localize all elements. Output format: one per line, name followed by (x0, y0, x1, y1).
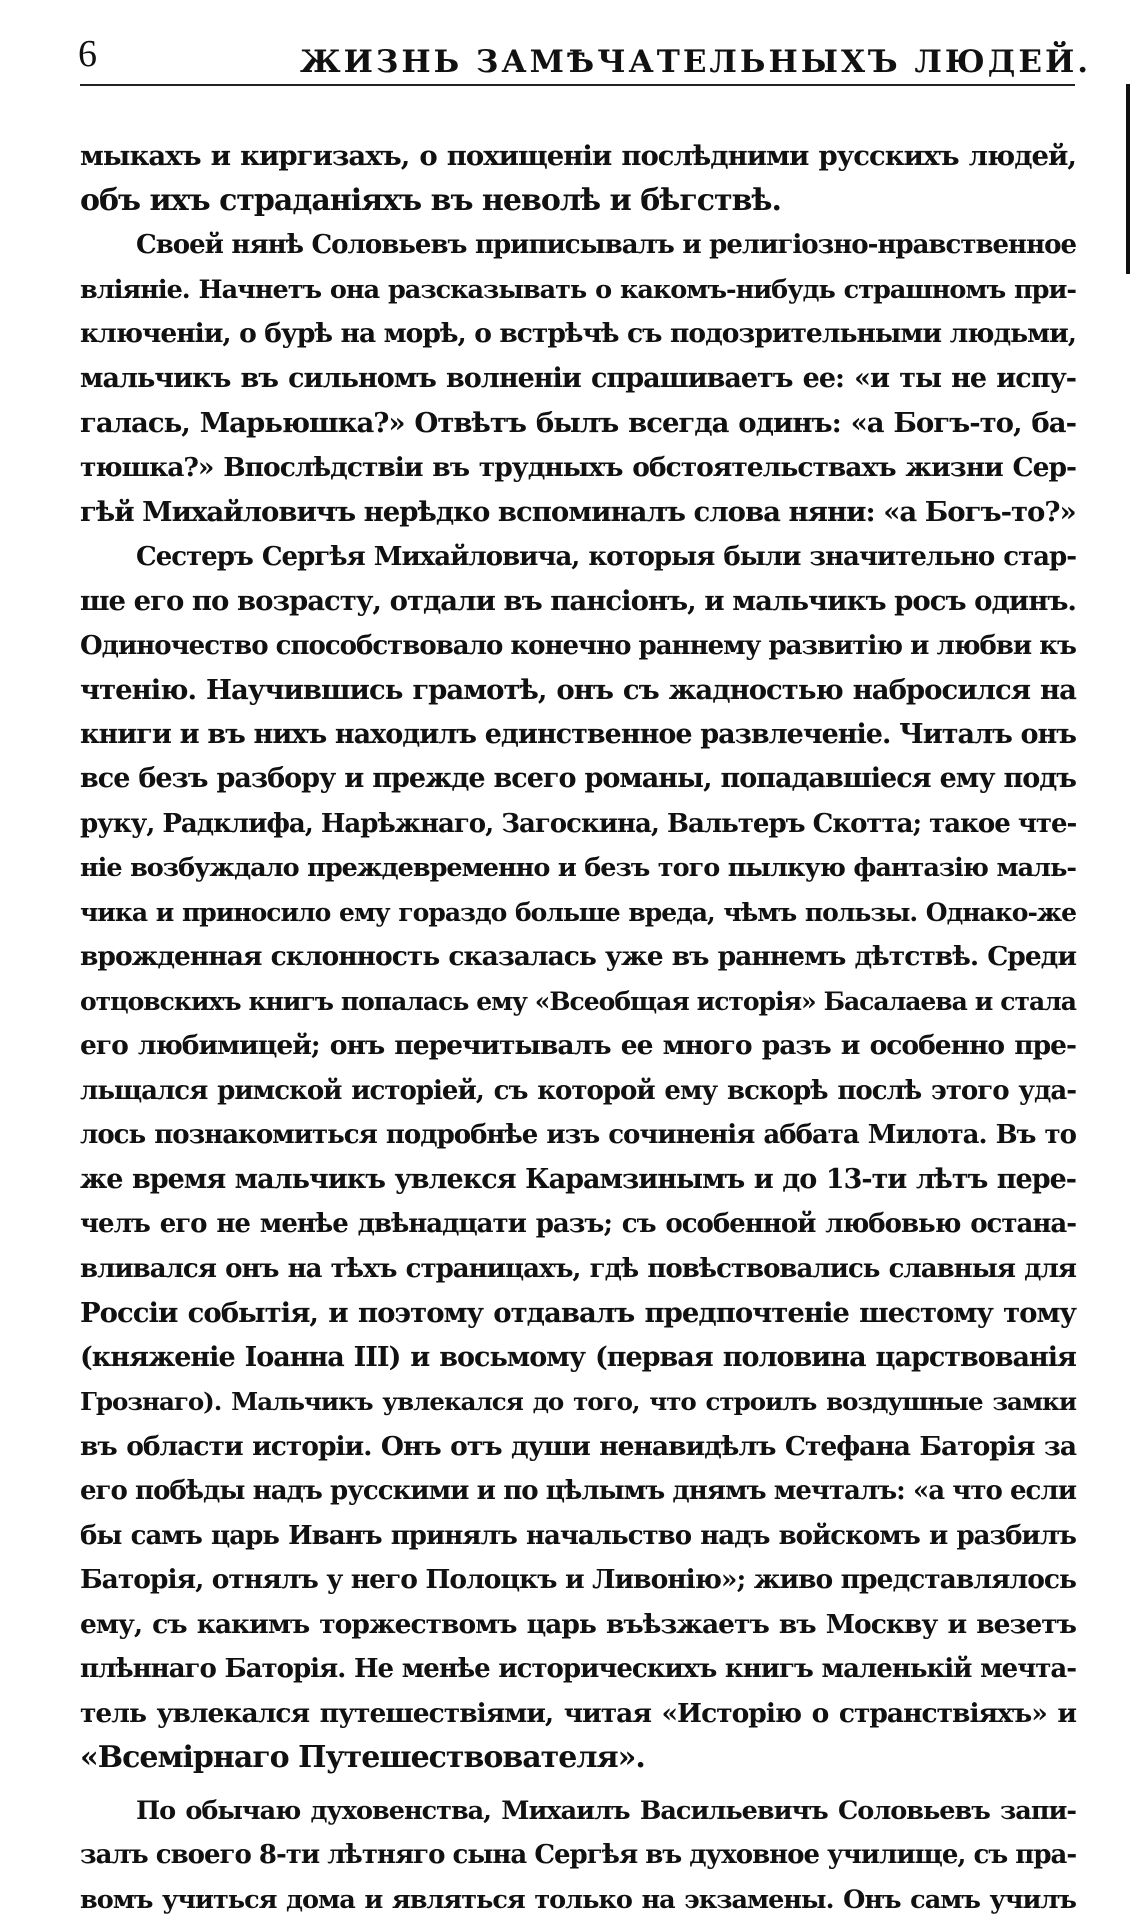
text-line: врожденная склонность сказалась уже въ раннемъ дѣтствѣ. Среди (80, 935, 1076, 980)
text-line: плѣннаго Баторія. Не менѣе историческихъ книгъ маленькій мечта- (80, 1647, 1076, 1692)
margin-bar (1126, 84, 1130, 274)
running-title: ЖИЗНЬ ЗАМѢЧАТЕЛЬНЫХЪ ЛЮДЕЙ. (300, 42, 1091, 82)
text-line: вомъ учиться дома и являться только на экзамены. Онъ самъ училъ (80, 1878, 1076, 1922)
text-line: объ ихъ страданіяхъ въ неволѣ и бѣгствѣ. (80, 179, 1076, 224)
text-line: По обычаю духовенства, Михаилъ Васильевичъ Соловьевъ запи- (80, 1789, 1076, 1834)
text-line: ніе возбуждало преждевременно и безъ того пылкую фантазію маль- (80, 846, 1076, 891)
text-line: его побѣды надъ русскими и по цѣлымъ днямъ мечталъ: «а что если (80, 1469, 1076, 1514)
text-line: вліяніе. Начнетъ она разсказывать о какомъ-нибудь страшномъ при- (80, 268, 1076, 313)
text-line: ему, съ какимъ торжествомъ царь въѣзжаетъ въ Москву и везетъ (80, 1603, 1076, 1648)
text-line: лось познакомиться подробнѣе изъ сочиненія аббата Милота. Въ то (80, 1113, 1076, 1158)
text-line: галась, Марьюшка?» Отвѣтъ былъ всегда одинъ: «а Богъ-то, ба- (80, 401, 1076, 446)
text-line: (княженіе Іоанна III) и восьмому (первая половина царствованія (80, 1336, 1076, 1381)
text-line: все безъ разбору и прежде всего романы, попадавшіеся ему подъ (80, 757, 1076, 802)
text-line: челъ его не менѣе двѣнадцати разъ; съ особенной любовью остана- (80, 1202, 1076, 1247)
text-line: его любимицей; онъ перечитывалъ ее много разъ и особенно пре- (80, 1024, 1076, 1069)
text-line: вливался онъ на тѣхъ страницахъ, гдѣ повѣствовались славныя для (80, 1247, 1076, 1292)
text-line: мальчикъ въ сильномъ волненіи спрашиваетъ ее: «и ты не испу- (80, 357, 1076, 402)
text-line: тюшка?» Впослѣдствіи въ трудныхъ обстоятельствахъ жизни Сер- (80, 446, 1076, 491)
text-line: книги и въ нихъ находилъ единственное развлеченіе. Читалъ онъ (80, 713, 1076, 758)
text-line: Россіи событія, и поэтому отдавалъ предпочтеніе шестому тому (80, 1291, 1076, 1336)
text-line: гѣй Михайловичъ нерѣдко вспоминалъ слова няни: «а Богъ-то?» (80, 490, 1076, 535)
text-line: чика и приносило ему гораздо больше вреда, чѣмъ пользы. Однако-же (80, 891, 1076, 936)
text-line: чтенію. Научившись грамотѣ, онъ съ жадностью набросился на (80, 668, 1076, 713)
text-line: льщался римской исторіей, съ которой ему вскорѣ послѣ этого уда- (80, 1069, 1076, 1114)
text-line: въ области исторіи. Онъ отъ души ненавидѣлъ Стефана Баторія за (80, 1425, 1076, 1470)
text-line: же время мальчикъ увлекся Карамзинымъ и до 13-ти лѣтъ пере- (80, 1158, 1076, 1203)
text-line: отцовскихъ книгъ попалась ему «Всеобщая исторія» Басалаева и стала (80, 980, 1076, 1025)
text-line: Грознаго). Мальчикъ увлекался до того, что строилъ воздушные замки (80, 1380, 1076, 1425)
text-line: Баторія, отнялъ у него Полоцкъ и Ливонію»; живо представлялось (80, 1558, 1076, 1603)
text-line: мыкахъ и киргизахъ, о похищеніи послѣдними русскихъ людей, (80, 134, 1076, 179)
text-line: Одиночество способствовало конечно раннему развитію и любви къ (80, 624, 1076, 669)
text-line: руку, Радклифа, Нарѣжнаго, Загоскина, Вальтеръ Скотта; такое чте- (80, 802, 1076, 847)
text-line: Сестеръ Сергѣя Михайловича, которыя были значительно стар- (80, 535, 1076, 580)
header-rule (80, 84, 1075, 86)
page-number: 6 (78, 32, 97, 76)
body-text (80, 134, 1076, 1922)
text-line: бы самъ царь Иванъ принялъ начальство надъ войскомъ и разбилъ (80, 1514, 1076, 1559)
text-line: ше его по возрасту, отдали въ пансіонъ, и мальчикъ росъ одинъ. (80, 579, 1076, 624)
text-line: Своей нянѣ Соловьевъ приписывалъ и религіозно-нравственное (80, 223, 1076, 268)
text-line: ключеніи, о бурѣ на морѣ, о встрѣчѣ съ подозрительными людьми, (80, 312, 1076, 357)
text-line: «Всемірнаго Путешествователя». (80, 1736, 1076, 1781)
text-line: тель увлекался путешествіями, читая «Исторію о странствіяхъ» и (80, 1692, 1076, 1737)
text-line: залъ своего 8-ти лѣтняго сына Сергѣя въ духовное училище, съ пра- (80, 1833, 1076, 1878)
